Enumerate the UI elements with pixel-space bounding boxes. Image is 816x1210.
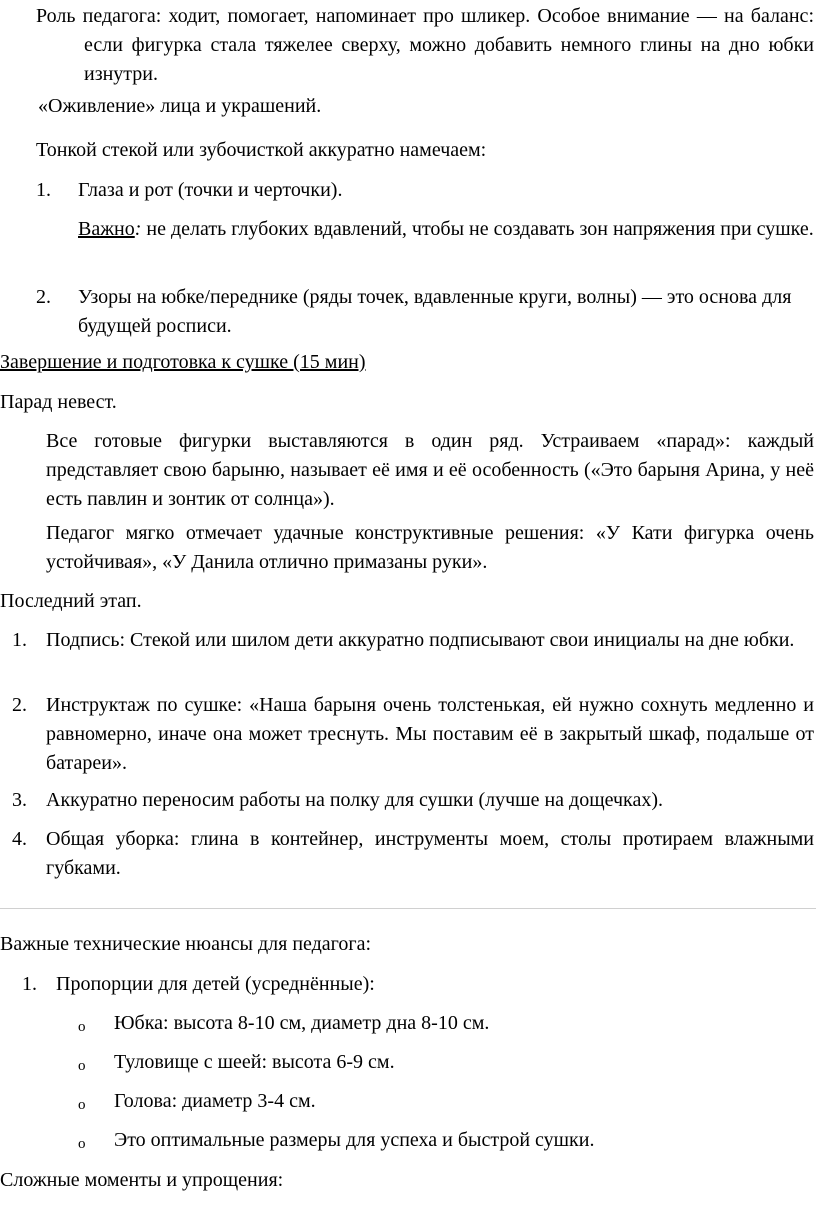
list-number: 3. [12, 789, 27, 811]
paragraph-animation: «Оживление» лица и украшений. [38, 95, 322, 117]
list-number: 1. [36, 179, 51, 201]
note-text: не делать глубоких вдавлений, чтобы не создавать зон напряжения при сушке. [141, 218, 814, 240]
section-heading-technical: Важные технические нюансы для педагога: [0, 933, 372, 955]
horizontal-divider [0, 908, 816, 909]
paragraph-parade-description: Все готовые фигурки выставляются в один ряд. Устраиваем «парад»: каждый представляет свою барыню, называет её имя и её особенность («Это барыня Арина, у неё есть павлин и зонтик от солнца»). [46, 430, 814, 510]
note-colon: : [134, 218, 142, 240]
note-important [78, 215, 814, 244]
list-number: 2. [12, 694, 27, 716]
list-number: 1. [12, 629, 27, 651]
bullet-icon: o [78, 1019, 86, 1035]
list-item-proportions: Пропорции для детей (усреднённые): [56, 973, 375, 995]
bullet-item-head: Голова: диаметр 3-4 см. [114, 1090, 316, 1112]
bullet-item-skirt: Юбка: высота 8-10 см, диаметр дна 8-10 см. [114, 1012, 490, 1034]
list-item-cleanup: Общая уборка: глина в контейнер, инструменты моем, столы протираем влажными губками. [46, 828, 814, 879]
note-label: Важно [78, 218, 135, 240]
paragraph-teacher-notes: Педагог мягко отмечает удачные конструктивные решения: «У Кати фигурка очень устойчивая», «У Данила отлично примазаны руки». [46, 522, 814, 573]
bullet-item-torso: Туловище с шеей: высота 6-9 см. [114, 1051, 395, 1073]
bullet-icon: o [78, 1058, 86, 1074]
section-heading-completion: Завершение и подготовка к сушке (15 мин) [0, 351, 366, 373]
list-number: 4. [12, 828, 27, 850]
paragraph-difficulties: Сложные моменты и упрощения: [0, 1169, 284, 1191]
list-item-drying-instructions: Инструктаж по сушке: «Наша барыня очень толстенькая, ей нужно сохнуть медленно и равномерно, иначе она может треснуть. Мы поставим её в закрытый шкаф, подальше от батареи». [46, 694, 814, 774]
list-number: 1. [22, 973, 37, 995]
bullet-icon: o [78, 1097, 86, 1113]
paragraph-mark-instruction: Тонкой стекой или зубочисткой аккуратно намечаем: [36, 139, 487, 161]
bullet-item-optimal: Это оптимальные размеры для успеха и быстрой сушки. [114, 1129, 595, 1151]
list-item-eyes-mouth: Глаза и рот (точки и черточки). [78, 179, 343, 201]
list-number: 2. [36, 286, 51, 308]
paragraph-last-stage: Последний этап. [0, 590, 142, 612]
list-item-signature: Подпись: Стекой или шилом дети аккуратно подписывают свои инициалы на дне юбки. [46, 629, 795, 651]
bullet-icon: o [78, 1136, 86, 1152]
list-item-transfer: Аккуратно переносим работы на полку для сушки (лучше на дощечках). [46, 789, 664, 811]
paragraph-parade: Парад невест. [0, 391, 117, 413]
list-item-patterns: Узоры на юбке/переднике (ряды точек, вдавленные круги, волны) — это основа для будущей росписи. [78, 286, 792, 337]
paragraph-teacher-role: Роль педагога: ходит, помогает, напоминает про шликер. Особое внимание — на баланс: если фигурка стала тяжелее сверху, можно добавить немного глины на дно юбки изнутри. [36, 5, 814, 85]
